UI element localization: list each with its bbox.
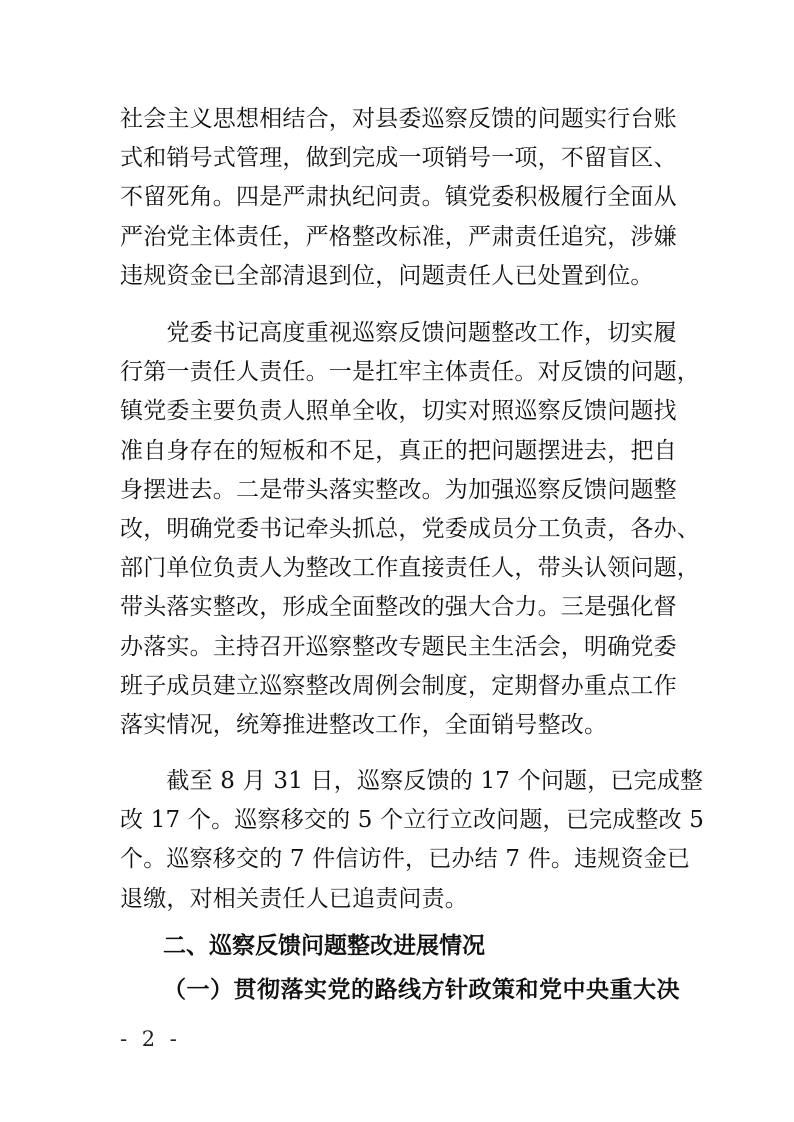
page-number: - 2 - xyxy=(120,1027,181,1051)
text-line: 违规资金已全部清退到位，问题责任人已处置到位。 xyxy=(120,262,654,289)
text-line: 不留死角。四是严肃执纪问责。镇党委积极履行全面从 xyxy=(120,184,677,211)
text-line: 镇党委主要负责人照单全收，切实对照巡察反馈问题找 xyxy=(120,398,677,425)
text-line: 截至 8 月 31 日，巡察反馈的 17 个问题，已完成整 xyxy=(120,768,704,794)
text-line: 改，明确党委书记牵头抓总，党委成员分工负责，各办、 xyxy=(120,515,700,542)
text-line: 带头落实整改，形成全面整改的强大合力。三是强化督 xyxy=(120,594,677,621)
text-line: 落实情况，统筹推进整改工作，全面销号整改。 xyxy=(120,711,608,738)
text-line: 严治党主体责任，严格整改标准，严肃责任追究，涉嫌 xyxy=(120,223,677,250)
text-line: 办落实。主持召开巡察整改专题民主生活会，明确党委 xyxy=(120,633,677,660)
body-paragraph-3 xyxy=(120,762,705,919)
text-line: 改 17 个。巡察移交的 5 个立行立改问题，已完成整改 5 xyxy=(120,807,705,834)
text-line: 部门单位负责人为整改工作直接责任人，带头认领问题， xyxy=(120,555,700,582)
text-line: 式和销号式管理，做到完成一项销号一项，不留盲区、 xyxy=(120,145,677,172)
subsection-heading: （一）贯彻落实党的路线方针政策和党中央重大决 xyxy=(163,976,680,1003)
text-line: 个。巡察移交的 7 件信访件，已办结 7 件。违规资金已 xyxy=(120,846,691,873)
text-line: 行第一责任人责任。一是扛牢主体责任。对反馈的问题， xyxy=(120,359,700,386)
body-paragraph-1 xyxy=(120,100,680,296)
text-line: 社会主义思想相结合，对县委巡察反馈的问题实行台账 xyxy=(120,106,677,132)
text-line: 准自身存在的短板和不足，真正的把问题摆进去，把自 xyxy=(120,437,677,464)
body-paragraph-2 xyxy=(120,314,700,745)
text-line: 身摆进去。二是带头落实整改。为加强巡察反馈问题整 xyxy=(120,476,677,503)
section-heading: 二、巡察反馈问题整改进展情况 xyxy=(163,933,485,959)
text-line: 退缴，对相关责任人已追责问责。 xyxy=(120,885,468,912)
text-line: 班子成员建立巡察整改周例会制度，定期督办重点工作 xyxy=(120,672,677,699)
text-line: 党委书记高度重视巡察反馈问题整改工作，切实履 xyxy=(120,320,677,346)
